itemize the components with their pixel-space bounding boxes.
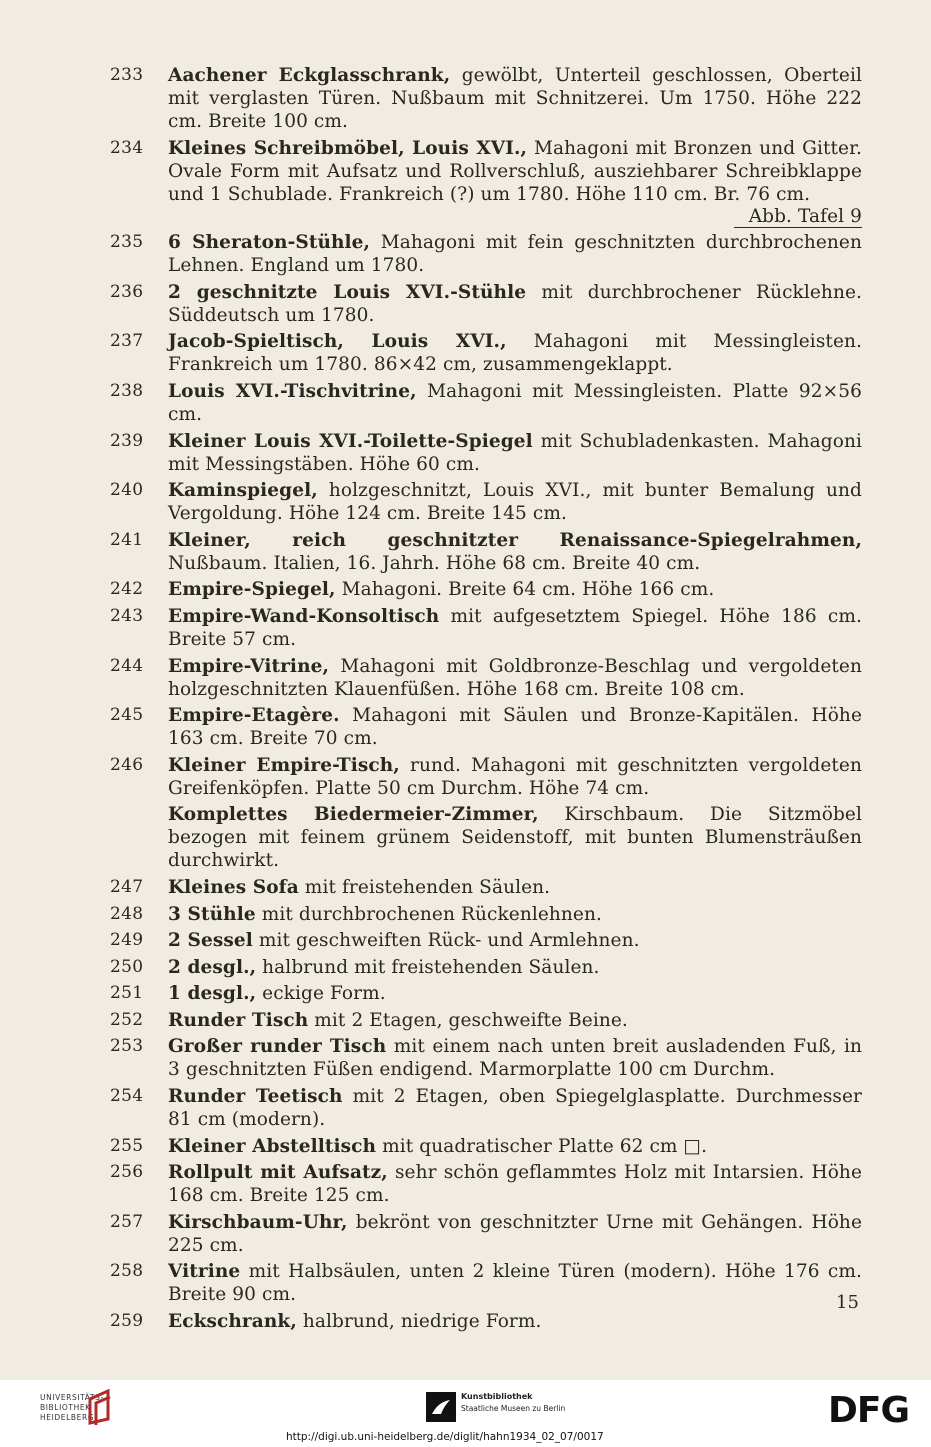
lot-title: Louis XVI.-Tischvitrine, [168, 380, 417, 402]
ub-heidelberg-line1: UNIVERSITÄTS- [40, 1393, 104, 1402]
ub-heidelberg-line3: HEIDELBERG [40, 1413, 95, 1422]
lot-number: 253 [110, 1036, 144, 1057]
lot-description [168, 578, 862, 601]
lot-title: Vitrine [168, 1261, 241, 1283]
lot-details: Mahagoni mit Messingleisten. Platte 92×56 cm. [168, 380, 862, 425]
catalog-entry [110, 754, 862, 800]
lot-number: 251 [110, 983, 144, 1004]
lot-title: 6 Sheraton-Stühle, [168, 232, 371, 254]
lot-description [168, 1135, 862, 1158]
catalog-entry [110, 529, 862, 575]
catalog-entry [110, 479, 862, 525]
catalog-entry [110, 605, 862, 651]
lot-title: 2 geschnitzte Louis XVI.-Stühle [168, 281, 527, 303]
catalog-entry [110, 903, 862, 926]
lot-title: Kirschbaum-Uhr, [168, 1211, 348, 1233]
lot-description [168, 1260, 862, 1306]
lot-number: 259 [110, 1311, 144, 1332]
catalog-entry [110, 655, 862, 701]
ub-heidelberg-line2: BIBLIOTHEK [40, 1403, 91, 1412]
lot-details: halbrund mit freistehenden Säulen. [256, 956, 600, 978]
lot-details: Mahagoni mit Messingleisten. Frankreich um 1780. 86×42 cm, zusammengeklappt. [168, 331, 862, 376]
ub-heidelberg-logo-icon [86, 1389, 114, 1429]
lot-title: 3 Stühle [168, 903, 256, 925]
catalog-entry [110, 430, 862, 476]
lot-title: Rollpult mit Aufsatz, [168, 1162, 388, 1184]
dfg-logo: DFG [828, 1390, 910, 1431]
lot-title: Kleiner Louis XVI.-Toilette-Spiegel [168, 430, 533, 452]
lot-number: 248 [110, 903, 144, 924]
lot-details: mit aufgesetztem Spiegel. Höhe 186 cm. Breite 57 cm. [168, 605, 862, 650]
catalog-entry [110, 929, 862, 952]
lot-description [168, 1310, 862, 1333]
catalog-entry [110, 281, 862, 327]
lot-description [168, 929, 862, 952]
lot-description [168, 903, 862, 926]
lot-title: Eckschrank, [168, 1311, 297, 1333]
lot-number: 241 [110, 529, 144, 550]
entry-list [110, 64, 862, 1333]
lot-number: 252 [110, 1009, 144, 1030]
lot-description [168, 64, 862, 133]
lot-number: 255 [110, 1135, 144, 1156]
lot-details: holzgeschnitzt, Louis XVI., mit bunter Bemalung und Vergoldung. Höhe 124 cm. Breite 145 cm. [168, 480, 862, 525]
lot-details: mit durchbrochener Rücklehne. Süddeutsch um 1780. [168, 281, 862, 326]
lot-title: Großer runder Tisch [168, 1036, 387, 1058]
lot-details: mit 2 Etagen, geschweifte Beine. [308, 1009, 628, 1031]
catalog-entry [110, 1035, 862, 1081]
lot-number: 240 [110, 480, 144, 501]
lot-number: 247 [110, 876, 144, 897]
lot-description [168, 704, 862, 750]
lot-description [168, 982, 862, 1005]
lot-number: 237 [110, 331, 144, 352]
lot-details: bekrönt von geschnitzter Urne mit Gehängen. Höhe 225 cm. [168, 1211, 862, 1256]
lot-details: Mahagoni. Breite 64 cm. Höhe 166 cm. [335, 579, 715, 601]
catalog-entry [110, 803, 862, 872]
lot-description [168, 876, 862, 899]
lot-description [168, 803, 862, 872]
lot-title: Kleines Sofa [168, 876, 299, 898]
lot-details: mit quadratischer Platte 62 cm □. [376, 1135, 708, 1157]
lot-title: Runder Tisch [168, 1009, 309, 1031]
lot-description [168, 655, 862, 701]
lot-description [168, 231, 862, 277]
lot-description [168, 754, 862, 800]
lot-title: Aachener Eckglasschrank, [168, 65, 451, 86]
lot-details: Mahagoni mit fein geschnitzten durchbrochenen Lehnen. England um 1780. [168, 232, 862, 277]
lot-number: 257 [110, 1211, 144, 1232]
lot-title: Kaminspiegel, [168, 480, 318, 502]
catalog-entry [110, 876, 862, 899]
lot-title: Kleiner Empire-Tisch, [168, 754, 400, 776]
lot-description [168, 479, 862, 525]
kunstbibliothek-subtitle: Staatliche Museen zu Berlin [461, 1404, 566, 1413]
lot-details: sehr schön geflammtes Holz mit Intarsien. Höhe 168 cm. Breite 125 cm. [168, 1162, 862, 1207]
lot-details: Kirschbaum. Die Sitzmöbel bezogen mit feinem grünem Seidenstoff, mit bunten Blumensträußen durchwirkt. [168, 804, 862, 872]
lot-title: 1 desgl., [168, 983, 257, 1005]
lot-description [168, 1211, 862, 1257]
lot-title: Kleiner Abstelltisch [168, 1135, 377, 1157]
lot-title: Empire-Wand-Konsoltisch [168, 605, 440, 627]
lot-number: 242 [110, 579, 144, 600]
lot-description [168, 1161, 862, 1207]
lot-details: mit geschweiften Rück- und Armlehnen. [252, 930, 640, 952]
catalog-entry [110, 578, 862, 601]
lot-description [168, 1085, 862, 1131]
plate-reference: Abb. Tafel 9 [734, 206, 862, 228]
lot-description [168, 380, 862, 426]
lot-details: eckige Form. [256, 983, 386, 1005]
permalink-url[interactable]: http://digi.ub.uni-heidelberg.de/diglit/hahn1934_02_07/0017 [286, 1431, 604, 1443]
lot-number: 254 [110, 1086, 144, 1107]
lot-title: Empire-Spiegel, [168, 579, 336, 601]
lot-description [168, 281, 862, 327]
lot-description [168, 137, 862, 228]
lot-number: 238 [110, 380, 144, 401]
lot-details: rund. Mahagoni mit geschnitzten vergoldeten Greifenköpfen. Platte 50 cm Durchm. Höhe 74 cm. [168, 754, 862, 799]
catalog-entry [110, 1135, 862, 1158]
kunstbibliothek-logo-icon [426, 1392, 456, 1422]
lot-description [168, 1035, 862, 1081]
page-number: 15 [836, 1292, 859, 1313]
lot-number: 233 [110, 65, 144, 85]
catalog-entry [110, 1085, 862, 1131]
lot-description [168, 529, 862, 575]
catalog-entry [110, 1009, 862, 1032]
lot-details: mit einem nach unten breit ausladenden Fuß, in 3 geschnitzten Füßen endigend. Marmorplatte 100 cm Durchm. [168, 1036, 863, 1081]
lot-number: 249 [110, 930, 144, 951]
lot-number: 246 [110, 754, 144, 775]
lot-title: Komplettes Biedermeier-Zimmer, [168, 804, 539, 826]
lot-details: mit Halbsäulen, unten 2 kleine Türen (modern). Höhe 176 cm. Breite 90 cm. [168, 1261, 862, 1306]
lot-details: Mahagoni mit Säulen und Bronze-Kapitälen. Höhe 163 cm. Breite 70 cm. [168, 705, 862, 750]
catalog-entry [110, 330, 862, 376]
lot-title: 2 Sessel [168, 930, 253, 952]
catalog-entry [110, 231, 862, 277]
lot-description [168, 605, 862, 651]
lot-details: mit 2 Etagen, oben Spiegelglasplatte. Durchmesser 81 cm (modern). [168, 1086, 862, 1131]
lot-title: Jacob-Spieltisch, Louis XVI., [168, 331, 507, 353]
catalog-entry [110, 137, 862, 228]
lot-number: 244 [110, 655, 144, 676]
kunstbibliothek-name: Kunstbibliothek [461, 1392, 533, 1401]
lot-number: 239 [110, 430, 144, 451]
lot-details: halbrund, niedrige Form. [296, 1311, 542, 1333]
catalog-entry [110, 1161, 862, 1207]
lot-description [168, 430, 862, 476]
lot-details: mit freistehenden Säulen. [298, 876, 551, 898]
catalog-entry [110, 956, 862, 979]
catalog-entry [110, 1260, 862, 1306]
lot-details: Mahagoni mit Goldbronze-Beschlag und vergoldeten holzgeschnitzten Klauenfüßen. Höhe 168 cm. Breite 108 cm. [168, 655, 862, 700]
lot-details: Nußbaum. Italien, 16. Jahrh. Höhe 68 cm. Breite 40 cm. [168, 552, 701, 574]
catalog-entry [110, 1310, 862, 1333]
catalog-entry [110, 1211, 862, 1257]
catalog-entry [110, 704, 862, 750]
lot-title: Kleines Schreibmöbel, Louis XVI., [168, 137, 528, 159]
lot-title: Empire-Etagère. [168, 705, 340, 727]
lot-number: 256 [110, 1162, 144, 1183]
catalog-entry [110, 982, 862, 1005]
lot-details: mit Schubladenkasten. Mahagoni mit Messingstäben. Höhe 60 cm. [168, 430, 862, 475]
lot-number: 243 [110, 605, 144, 626]
lot-description [168, 1009, 862, 1032]
lot-details: Mahagoni mit Bronzen und Gitter. Ovale Form mit Aufsatz und Rollverschluß, ausziehbarer Schreibklappe und 1 Schublade. Frankreich (?) um 1780. Höhe 110 cm. Br. 76 cm. [168, 137, 862, 205]
lot-number: 245 [110, 705, 144, 726]
lot-details: mit durchbrochenen Rückenlehnen. [255, 903, 602, 925]
lot-details: gewölbt, Unterteil geschlossen, Oberteil mit verglasten Türen. Nußbaum mit Schnitzerei. Um 1750. Höhe 222 cm. Breite 100 cm. [168, 65, 862, 132]
lot-title: Kleiner, reich geschnitzter Renaissance-Spiegelrahmen, [168, 529, 862, 551]
lot-number: 250 [110, 956, 144, 977]
lot-title: 2 desgl., [168, 956, 257, 978]
lot-description [168, 330, 862, 376]
lot-number: 234 [110, 137, 144, 158]
catalog-entry [110, 380, 862, 426]
lot-title: Empire-Vitrine, [168, 655, 330, 677]
catalog-entry [110, 64, 862, 133]
lot-number: 235 [110, 232, 144, 253]
lot-title: Runder Teetisch [168, 1086, 343, 1108]
lot-number: 258 [110, 1261, 144, 1282]
lot-description [168, 956, 862, 979]
lot-number: 236 [110, 281, 144, 302]
